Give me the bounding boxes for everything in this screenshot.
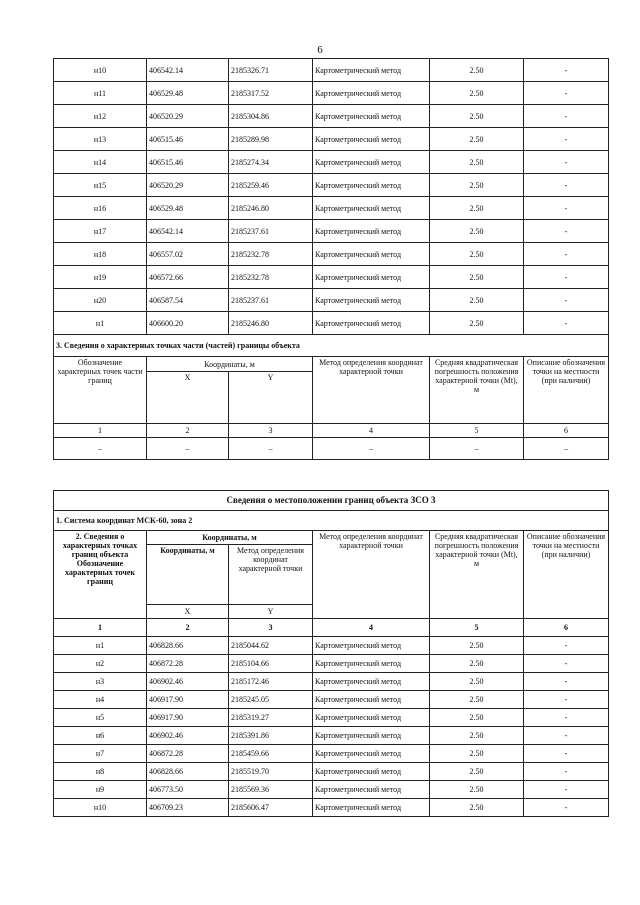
coord-x: 406515.46 [147, 128, 229, 151]
coord-x: 406542.14 [147, 220, 229, 243]
coord-y: 2185237.61 [229, 289, 313, 312]
point-id: н1 [54, 312, 147, 335]
description-cell: - [524, 105, 609, 128]
dash-cell: – [229, 438, 313, 460]
coord-y: 2185246.80 [229, 312, 313, 335]
description-cell: - [524, 763, 609, 781]
coord-y: 2185232.78 [229, 243, 313, 266]
table2-header [54, 491, 609, 637]
column-numbers-row [54, 424, 609, 438]
table-row [54, 151, 609, 174]
coord-y: 2185326.71 [229, 59, 313, 82]
accuracy-cell: 2.50 [430, 266, 524, 289]
table2-title: Сведения о местоположении границ объекта ЗСО 3 [54, 491, 609, 511]
coord-x: 406917.90 [147, 691, 229, 709]
coord-y: 2185606.47 [229, 799, 313, 817]
accuracy-cell: 2.50 [430, 673, 524, 691]
empty-data-row [54, 438, 609, 460]
method-cell: Картометрический метод [313, 691, 430, 709]
accuracy-cell: 2.50 [430, 59, 524, 82]
accuracy-cell: 2.50 [430, 243, 524, 266]
header-accuracy: Средняя квадратическая погрешность положения характерной точки (Mt), м [430, 357, 524, 424]
description-cell: - [524, 799, 609, 817]
coord-x: 406520.29 [147, 105, 229, 128]
description-cell: - [524, 82, 609, 105]
accuracy-cell: 2.50 [430, 781, 524, 799]
table-row [54, 128, 609, 151]
method-cell: Картометрический метод [313, 105, 430, 128]
column-number: 5 [430, 424, 524, 438]
accuracy-cell: 2.50 [430, 709, 524, 727]
accuracy-cell: 2.50 [430, 289, 524, 312]
description-cell: - [524, 727, 609, 745]
table-row [54, 745, 609, 763]
method-cell: Картометрический метод [313, 289, 430, 312]
dash-cell: – [147, 438, 229, 460]
table-row [54, 266, 609, 289]
header-x: X [147, 372, 229, 424]
column-number: 4 [313, 619, 430, 637]
header-coords-sub: Координаты, м [147, 545, 229, 605]
table-row [54, 799, 609, 817]
header-method-sub: Метод определения координат характерной точки [229, 545, 313, 605]
zso3-boundary-table [53, 490, 609, 817]
description-cell: - [524, 59, 609, 82]
header-y: Y [229, 372, 313, 424]
method-cell: Картометрический метод [313, 128, 430, 151]
description-cell: - [524, 197, 609, 220]
dash-cell: – [430, 438, 524, 460]
table-row [54, 637, 609, 655]
header-y: Y [229, 605, 313, 619]
column-number: 2 [147, 619, 229, 637]
dash-cell: – [54, 438, 147, 460]
description-cell: - [524, 673, 609, 691]
table-row [54, 220, 609, 243]
description-cell: - [524, 128, 609, 151]
description-cell: - [524, 745, 609, 763]
point-id: н17 [54, 220, 147, 243]
description-cell: - [524, 243, 609, 266]
method-cell: Картометрический метод [313, 220, 430, 243]
accuracy-cell: 2.50 [430, 691, 524, 709]
coord-y: 2185304.86 [229, 105, 313, 128]
coord-y: 2185519.70 [229, 763, 313, 781]
table-row [54, 763, 609, 781]
header-coords: Координаты, м [147, 531, 313, 545]
table-row [54, 197, 609, 220]
point-id: н6 [54, 727, 147, 745]
method-cell: Картометрический метод [313, 312, 430, 335]
description-cell: - [524, 151, 609, 174]
point-id: н8 [54, 763, 147, 781]
coord-y: 2185259.46 [229, 174, 313, 197]
coord-x: 406520.29 [147, 174, 229, 197]
accuracy-cell: 2.50 [430, 220, 524, 243]
point-id: н2 [54, 655, 147, 673]
coord-y: 2185274.34 [229, 151, 313, 174]
method-cell: Картометрический метод [313, 243, 430, 266]
method-cell: Картометрический метод [313, 799, 430, 817]
coord-x: 406572.66 [147, 266, 229, 289]
coord-x: 406557.02 [147, 243, 229, 266]
dash-cell: – [524, 438, 609, 460]
method-cell: Картометрический метод [313, 174, 430, 197]
method-cell: Картометрический метод [313, 763, 430, 781]
method-cell: Картометрический метод [313, 637, 430, 655]
coord-x: 406709.23 [147, 799, 229, 817]
accuracy-cell: 2.50 [430, 655, 524, 673]
method-cell: Картометрический метод [313, 151, 430, 174]
point-id: н7 [54, 745, 147, 763]
method-cell: Картометрический метод [313, 197, 430, 220]
header-description: Описание обозначения точки на местности (при наличии) [524, 531, 609, 619]
accuracy-cell: 2.50 [430, 174, 524, 197]
point-id: н10 [54, 59, 147, 82]
point-id: н15 [54, 174, 147, 197]
page-number: 6 [317, 44, 323, 56]
header-coords: Координаты, м [147, 357, 313, 372]
method-cell: Картометрический метод [313, 82, 430, 105]
point-id: н10 [54, 799, 147, 817]
column-number: 2 [147, 424, 229, 438]
description-cell: - [524, 266, 609, 289]
table1-body [54, 59, 609, 335]
coord-y: 2185104.66 [229, 655, 313, 673]
method-cell: Картометрический метод [313, 266, 430, 289]
coord-y: 2185289.98 [229, 128, 313, 151]
section3-block [54, 335, 609, 460]
table-row [54, 174, 609, 197]
header-accuracy: Средняя квадратическая погрешность положения характерной точки (Mt), м [430, 531, 524, 619]
coord-y: 2185317.52 [229, 82, 313, 105]
description-cell: - [524, 174, 609, 197]
point-id: н1 [54, 637, 147, 655]
point-id: н3 [54, 673, 147, 691]
method-cell: Картометрический метод [313, 59, 430, 82]
table-row [54, 243, 609, 266]
point-id: н13 [54, 128, 147, 151]
method-cell: Картометрический метод [313, 673, 430, 691]
coord-y: 2185391.86 [229, 727, 313, 745]
coord-y: 2185459.66 [229, 745, 313, 763]
description-cell: - [524, 312, 609, 335]
description-cell: - [524, 220, 609, 243]
coord-x: 406828.66 [147, 763, 229, 781]
coord-x: 406515.46 [147, 151, 229, 174]
coord-y: 2185044.62 [229, 637, 313, 655]
accuracy-cell: 2.50 [430, 799, 524, 817]
coord-x: 406529.48 [147, 82, 229, 105]
method-cell: Картометрический метод [313, 745, 430, 763]
dash-cell: – [313, 438, 430, 460]
column-number: 6 [524, 424, 609, 438]
coord-x: 406902.46 [147, 673, 229, 691]
accuracy-cell: 2.50 [430, 745, 524, 763]
table-row [54, 312, 609, 335]
description-cell: - [524, 709, 609, 727]
point-id: н5 [54, 709, 147, 727]
coord-y: 2185569.36 [229, 781, 313, 799]
description-cell: - [524, 289, 609, 312]
column-number: 4 [313, 424, 430, 438]
method-cell: Картометрический метод [313, 781, 430, 799]
method-cell: Картометрический метод [313, 709, 430, 727]
header-method: Метод определения координат характерной точки [313, 357, 430, 424]
point-id: н12 [54, 105, 147, 128]
coord-x: 406542.14 [147, 59, 229, 82]
point-id: н14 [54, 151, 147, 174]
coord-x: 406917.90 [147, 709, 229, 727]
point-id: н11 [54, 82, 147, 105]
accuracy-cell: 2.50 [430, 727, 524, 745]
point-id: н4 [54, 691, 147, 709]
table-row [54, 727, 609, 745]
accuracy-cell: 2.50 [430, 128, 524, 151]
method-cell: Картометрический метод [313, 655, 430, 673]
coord-x: 406872.28 [147, 655, 229, 673]
table-row [54, 289, 609, 312]
header-section2: 2. Сведения о характерных точках границ объекта Обозначение характерных точек границ [54, 531, 147, 619]
accuracy-cell: 2.50 [430, 763, 524, 781]
column-number: 3 [229, 619, 313, 637]
description-cell: - [524, 781, 609, 799]
point-id: н16 [54, 197, 147, 220]
coord-y: 2185246.80 [229, 197, 313, 220]
point-id: н20 [54, 289, 147, 312]
coord-x: 406902.46 [147, 727, 229, 745]
header-method: Метод определения координат характерной точки [313, 531, 430, 619]
column-number: 1 [54, 619, 147, 637]
method-cell: Картометрический метод [313, 727, 430, 745]
point-id: н19 [54, 266, 147, 289]
coord-y: 2185245.05 [229, 691, 313, 709]
point-id: н18 [54, 243, 147, 266]
accuracy-cell: 2.50 [430, 151, 524, 174]
accuracy-cell: 2.50 [430, 105, 524, 128]
coordinate-system: 1. Система координат МСК-60, зона 2 [54, 511, 609, 531]
accuracy-cell: 2.50 [430, 197, 524, 220]
table2-body [54, 637, 609, 817]
accuracy-cell: 2.50 [430, 82, 524, 105]
table-row [54, 655, 609, 673]
coord-x: 406828.66 [147, 637, 229, 655]
table-row [54, 691, 609, 709]
coord-y: 2185232.78 [229, 266, 313, 289]
column-number: 3 [229, 424, 313, 438]
column-number: 1 [54, 424, 147, 438]
boundary-points-table-continued [53, 58, 609, 460]
coord-y: 2185319.27 [229, 709, 313, 727]
header-designation: Обозначение характерных точек части границ [54, 357, 147, 424]
accuracy-cell: 2.50 [430, 312, 524, 335]
coord-x: 406773.50 [147, 781, 229, 799]
column-number: 5 [430, 619, 524, 637]
description-cell: - [524, 637, 609, 655]
table-row [54, 709, 609, 727]
table-row [54, 673, 609, 691]
table-row [54, 781, 609, 799]
description-cell: - [524, 655, 609, 673]
coord-x: 406600.20 [147, 312, 229, 335]
coord-y: 2185237.61 [229, 220, 313, 243]
point-id: н9 [54, 781, 147, 799]
header-description: Описание обозначения точки на местности (при наличии) [524, 357, 609, 424]
accuracy-cell: 2.50 [430, 637, 524, 655]
coord-x: 406587.54 [147, 289, 229, 312]
column-number: 6 [524, 619, 609, 637]
coord-y: 2185172.46 [229, 673, 313, 691]
coord-x: 406872.28 [147, 745, 229, 763]
header-x: X [147, 605, 229, 619]
column-numbers-row [54, 619, 609, 637]
coord-x: 406529.48 [147, 197, 229, 220]
section3-title: 3. Сведения о характерных точках части (частей) границы объекта [54, 335, 609, 357]
table-row [54, 59, 609, 82]
description-cell: - [524, 691, 609, 709]
table-row [54, 105, 609, 128]
table-row [54, 82, 609, 105]
